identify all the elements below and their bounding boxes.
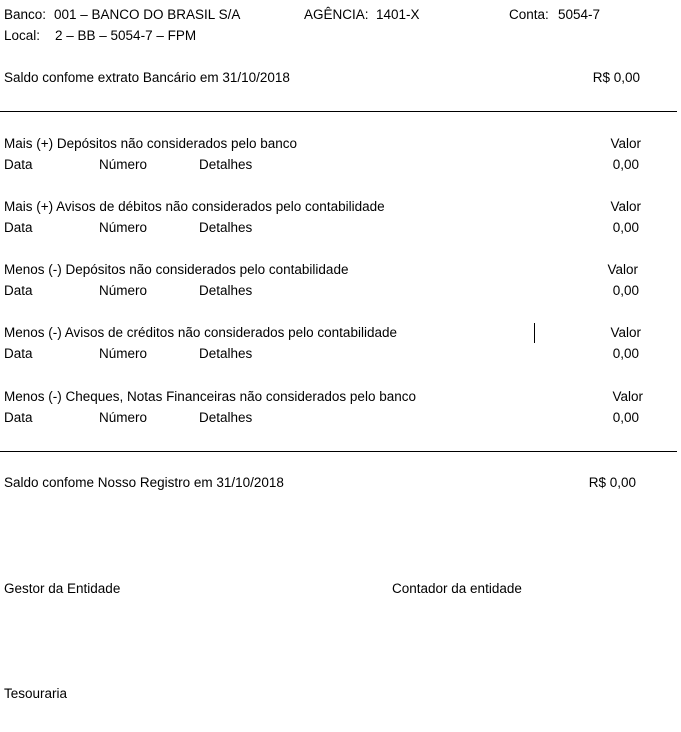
col-detalhes: Detalhes [199,410,253,425]
saldo-registro-label: Saldo confome Nosso Registro em 31/10/2018 [4,475,284,490]
col-numero: Número [99,410,148,425]
local-value: 2 – BB – 5054-7 – FPM [55,28,197,43]
col-detalhes: Detalhes [199,157,253,172]
col-detalhes: Detalhes [199,220,253,235]
valor-label: Valor [610,136,641,151]
saldo-registro-value: R$ 0,00 [588,475,636,490]
saldo-extrato-value: R$ 0,00 [592,70,640,85]
section-value: 0,00 [612,346,639,361]
col-detalhes: Detalhes [199,346,253,361]
agencia-value: 1401-X [376,7,420,22]
section-title: Menos (-) Avisos de créditos não considerados pelo contabilidade [4,325,397,340]
col-numero: Número [99,283,148,298]
col-data: Data [4,410,33,425]
conta-value: 5054-7 [558,7,601,22]
section-title: Mais (+) Avisos de débitos não considerados pelo contabilidade [4,199,385,214]
text-cursor [534,323,535,343]
local-label: Local: [4,28,41,43]
section-value: 0,00 [612,220,639,235]
conta-label: Conta: [509,7,549,22]
signature-gestor: Gestor da Entidade [4,581,121,596]
valor-label: Valor [610,325,641,340]
col-numero: Número [99,220,148,235]
col-detalhes: Detalhes [199,283,253,298]
banco-label: Banco: [4,7,47,22]
valor-label: Valor [612,389,643,404]
section-value: 0,00 [612,157,639,172]
valor-label: Valor [610,199,641,214]
col-data: Data [4,157,33,172]
saldo-extrato-label: Saldo confome extrato Bancário em 31/10/2018 [4,70,290,85]
banco-value: 001 – BANCO DO BRASIL S/A [54,7,241,22]
signature-contador: Contador da entidade [392,581,522,596]
divider-top [0,111,677,112]
section-title: Menos (-) Depósitos não considerados pelo contabilidade [4,262,349,277]
section-value: 0,00 [612,410,639,425]
col-numero: Número [99,346,148,361]
section-title: Mais (+) Depósitos não considerados pelo banco [4,136,298,151]
signature-tesouraria: Tesouraria [4,686,68,701]
col-data: Data [4,283,33,298]
col-data: Data [4,346,33,361]
col-data: Data [4,220,33,235]
divider-bottom [0,451,677,452]
section-value: 0,00 [612,283,639,298]
valor-label: Valor [607,262,638,277]
col-numero: Número [99,157,148,172]
agencia-label: AGÊNCIA: [304,7,369,22]
section-title: Menos (-) Cheques, Notas Financeiras não considerados pelo banco [4,389,416,404]
